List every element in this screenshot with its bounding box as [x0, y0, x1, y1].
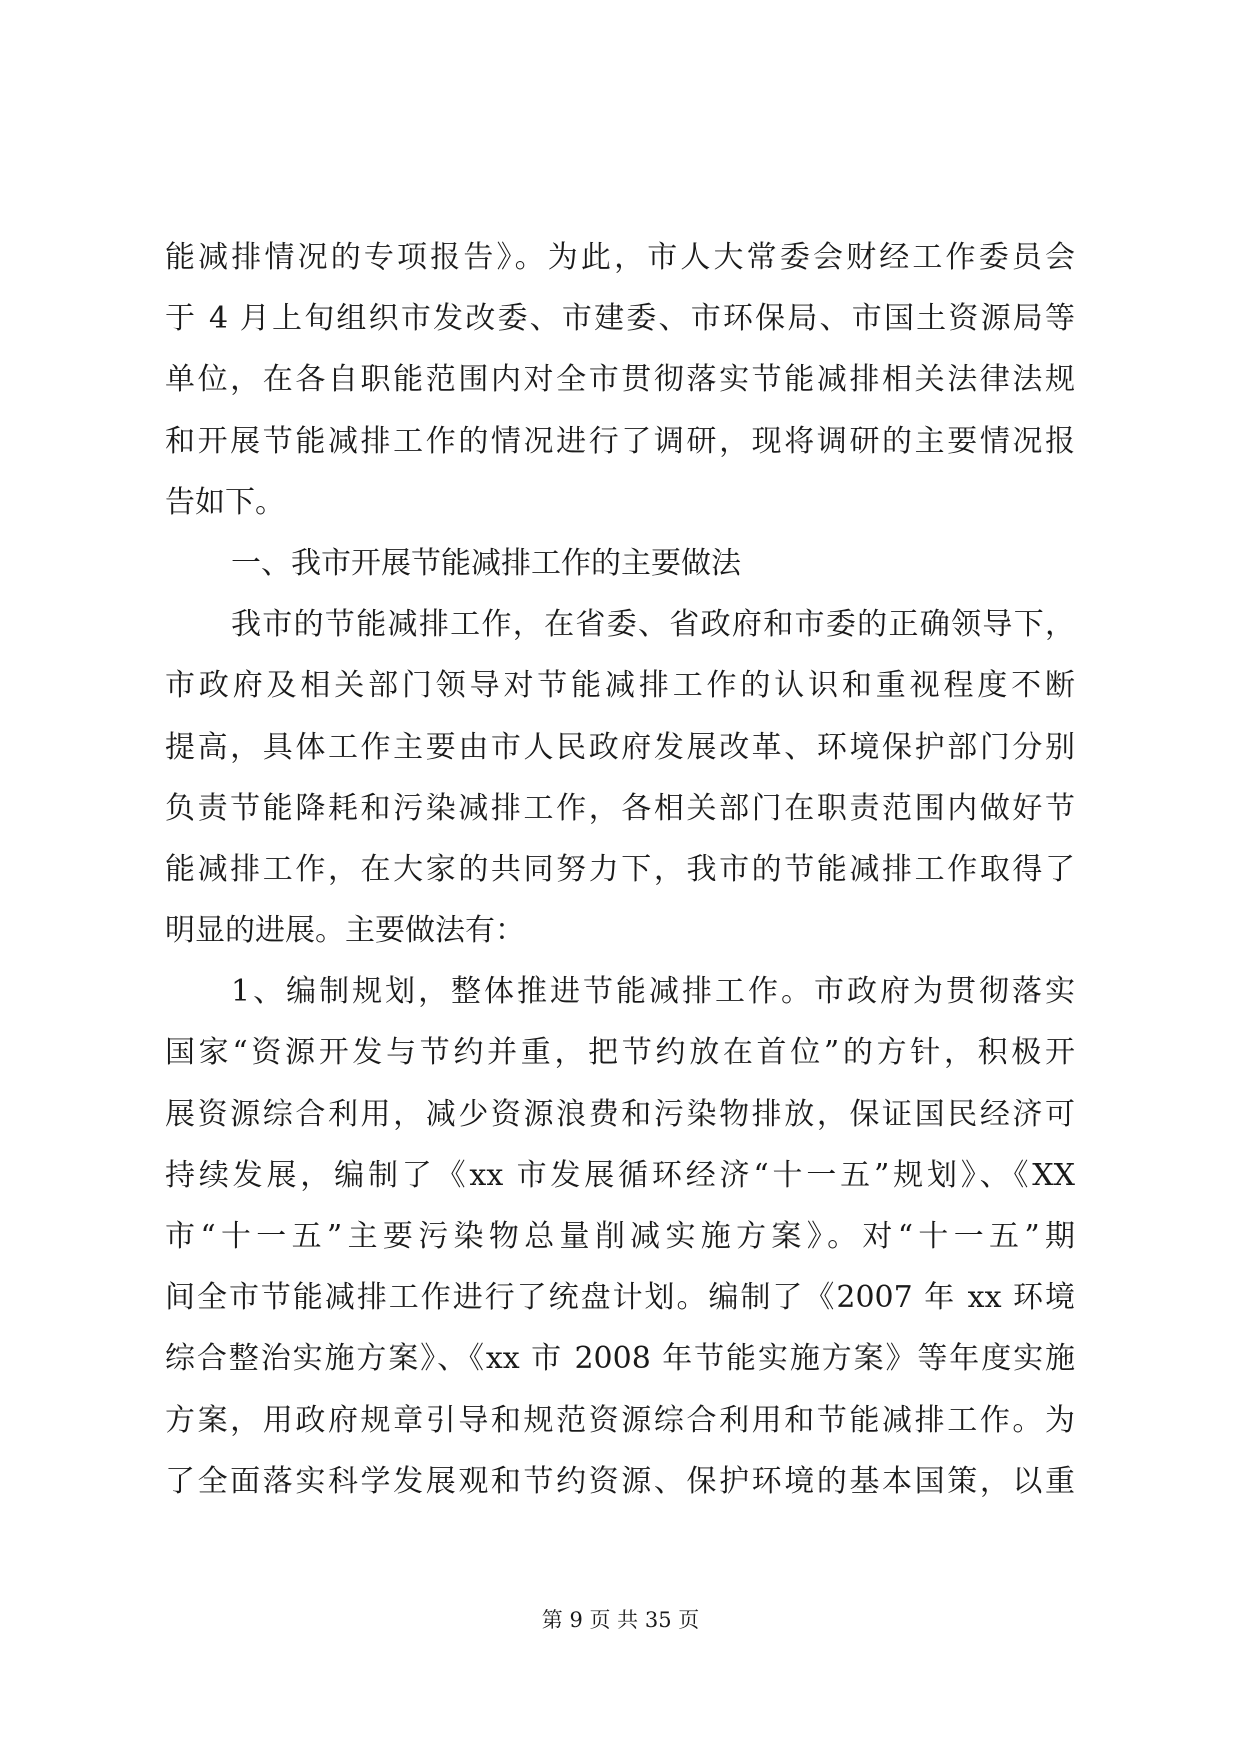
- text-line: 提高，具体工作主要由市人民政府发展改革、环境保护部门分别: [165, 729, 1075, 765]
- section-heading: 一、我市开展节能减排工作的主要做法: [231, 545, 741, 581]
- text-line: 负责节能降耗和污染减排工作，各相关部门在职责范围内做好节: [165, 790, 1075, 826]
- text-line: 市政府及相关部门领导对节能减排工作的认识和重视程度不断: [165, 668, 1075, 704]
- text-line: 市“十一五”主要污染物总量削减实施方案》。对“十一五”期: [165, 1219, 1075, 1254]
- text-line: 于 4 月上旬组织市发改委、市建委、市环保局、市国土资源局等: [165, 301, 1075, 337]
- text-line: 明显的进展。主要做法有：: [165, 913, 525, 949]
- text-line: 单位，在各自职能范围内对全市贯彻落实节能减排相关法律法规: [165, 362, 1075, 398]
- text-line: 综合整治实施方案》、《xx 市 2008 年节能实施方案》等年度实施: [165, 1341, 1075, 1377]
- text-line: 我市的节能减排工作，在省委、省政府和市委的正确领导下，: [231, 607, 1075, 643]
- text-line: 间全市节能减排工作进行了统盘计划。编制了《2007 年 xx 环境: [165, 1280, 1075, 1316]
- text-line: 展资源综合利用，减少资源浪费和污染物排放，保证国民经济可: [165, 1096, 1075, 1132]
- text-line: 国家“资源开发与节约并重，把节约放在首位”的方针，积极开: [165, 1035, 1075, 1071]
- page-number-footer: 第 9 页 共 35 页: [541, 1608, 700, 1632]
- text-line: 方案，用政府规章引导和规范资源综合利用和节能减排工作。为: [165, 1402, 1075, 1438]
- document-body: [165, 227, 1075, 1512]
- text-line: 和开展节能减排工作的情况进行了调研，现将调研的主要情况报: [165, 423, 1075, 459]
- text-line: 告如下。: [165, 484, 285, 520]
- text-line: 能减排工作，在大家的共同努力下，我市的节能减排工作取得了: [165, 851, 1075, 887]
- text-line: 1、编制规划，整体推进节能减排工作。市政府为贯彻落实: [231, 974, 1075, 1010]
- text-line: 持续发展，编制了《xx 市发展循环经济“十一五”规划》、《XX: [165, 1157, 1075, 1193]
- text-line: 了全面落实科学发展观和节约资源、保护环境的基本国策，以重: [165, 1463, 1075, 1499]
- text-line: 能减排情况的专项报告》。为此，市人大常委会财经工作委员会: [165, 240, 1075, 275]
